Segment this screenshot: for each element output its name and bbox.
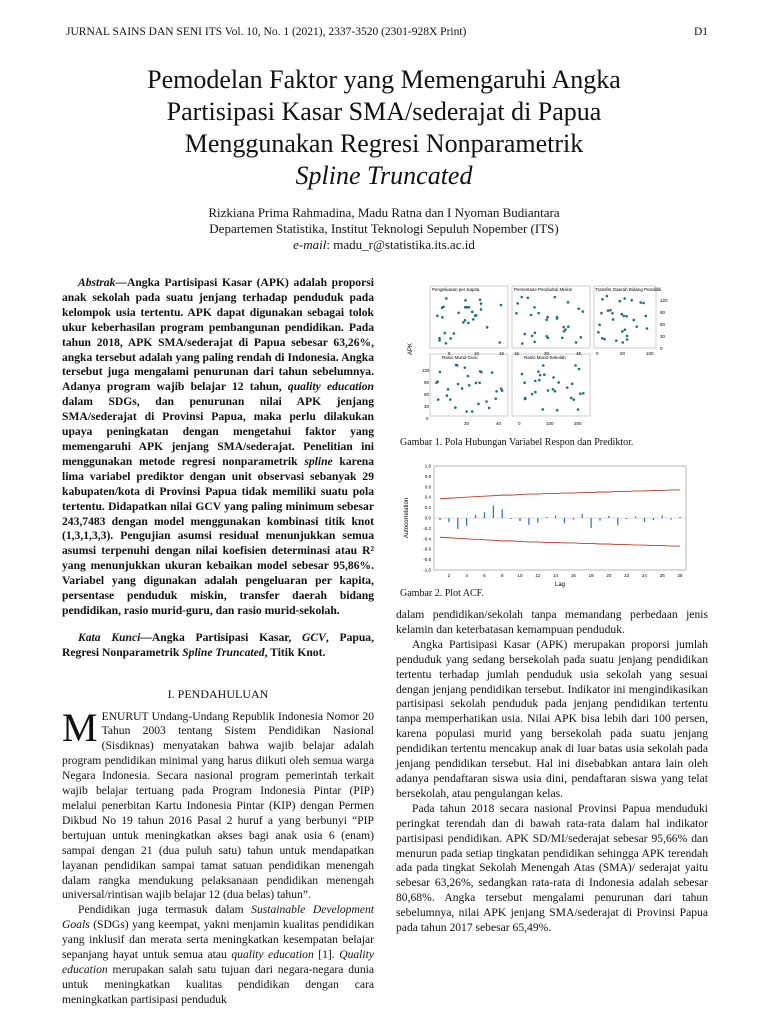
scatter-point <box>552 388 555 391</box>
acf-upper-limit <box>440 490 680 499</box>
scatter-point <box>500 387 503 390</box>
scatter-point <box>453 332 456 335</box>
figure-2-caption: Gambar 2. Plot ACF. <box>400 588 484 599</box>
scatter-point <box>564 328 567 331</box>
scatter-point <box>442 305 445 308</box>
scatter-point <box>457 312 460 315</box>
scatter-point <box>547 337 550 340</box>
scatter-point <box>465 410 468 413</box>
scatter-point <box>478 381 481 384</box>
tick-p2-1: 30 <box>544 351 550 356</box>
author-names: Rizkiana Prima Rahmadina, Madu Ratna dan I Nyoman Budiantara <box>208 205 560 220</box>
scatter-point <box>645 315 648 318</box>
ytick-r-1: 90 <box>660 310 666 315</box>
scatter-point <box>567 301 570 304</box>
scatter-point <box>521 373 524 376</box>
scatter-point <box>624 328 627 331</box>
scatter-point <box>447 388 450 391</box>
scatter-point <box>625 315 628 318</box>
acf-xtick: 8 <box>500 573 504 578</box>
keywords-label: Kata Kunci <box>78 630 141 644</box>
acf-ytick: 0.4 <box>424 494 431 500</box>
scatter-point <box>443 332 446 335</box>
ytick-r-4: 0 <box>660 346 663 351</box>
abstract-italic-2: spline <box>304 454 333 468</box>
author-email <box>40 237 728 253</box>
tick-p1-2: 15 <box>499 351 505 356</box>
tick-p2-2: 45 <box>576 351 582 356</box>
paper-title <box>40 64 728 192</box>
acf-xtick: 10 <box>517 573 523 578</box>
scatter-point <box>570 397 573 400</box>
abstract-italic-1: quality education <box>287 380 374 394</box>
tick-p3-2: 100 <box>646 351 654 356</box>
scatter-point <box>445 297 448 300</box>
acf-xtick: 12 <box>535 573 541 578</box>
keywords <box>62 631 374 661</box>
scatter-point <box>498 341 501 344</box>
scatter-point <box>462 321 465 324</box>
scatter-point <box>578 368 581 371</box>
scatter-point <box>449 337 452 340</box>
tick-p3-1: 50 <box>620 351 626 356</box>
scatter-point <box>541 408 544 411</box>
abstract-text-1: —Angka Partisipasi Kasar (APK) adalah proporsi anak sekolah pada suatu jenjang terhadap penduduk pada kelompok usia tertentu. APK dapat digunakan sebagai tolok ukur keberhasilan program pembangunan pendidikan. Pada tahun 2018, APK SMA/sederajat di Papua sebesar 63,26%, angka tersebut adalah yang paling rendah di Indonesia. Angka tersebut juga mengalami penurunan dari tahun sebelumnya. Adanya program wajib belajar 12 tahun, <box>62 276 374 394</box>
scatter-point <box>545 318 548 321</box>
scatter-point <box>471 311 474 314</box>
scatter-point <box>561 336 564 339</box>
scatter-point <box>552 376 555 379</box>
scatter-point <box>601 337 604 340</box>
acf-xtick: 14 <box>553 573 559 578</box>
abstract <box>62 276 374 619</box>
scatter-point <box>575 341 578 344</box>
scatter-point <box>612 318 615 321</box>
scatter-point <box>472 318 475 321</box>
scatter-point <box>461 387 464 390</box>
title-line-4: Spline Truncated <box>295 161 473 190</box>
scatter-point <box>524 397 527 400</box>
scatter-point <box>531 393 534 396</box>
scatter-point <box>471 410 474 413</box>
title-line-2: Partisipasi Kasar SMA/sederajat di Papua <box>166 97 602 126</box>
author-affiliation: Departemen Statistika, Institut Teknologi Sepuluh Nopember (ITS) <box>209 221 559 236</box>
scatter-point <box>438 337 441 340</box>
scatter-point <box>479 298 482 301</box>
scatter-point <box>475 314 478 317</box>
figure-1-caption: Gambar 1. Pola Hubungan Variabel Respon dan Prediktor. <box>400 437 634 448</box>
scatter-point <box>500 304 503 307</box>
intro-italic-1: Sustainable Development Goals <box>62 903 374 932</box>
scatter-point <box>438 339 441 342</box>
scatter-point <box>537 312 540 315</box>
scatter-point <box>621 341 624 344</box>
abstract-text-2: dalam SDGs, dan penurunan nilai APK jenjang SMA/sederajat di Provinsi Papua, maka perlu dilakukan upaya peningkatan dengan mengetahui faktor yang memengaruhi APK jenjang SMA/sederajat. Penelitian ini menggunakan metode regresi nonparametrik <box>62 395 374 468</box>
acf-xtick: 4 <box>465 573 468 578</box>
intro-paragraph-2 <box>62 903 374 1007</box>
scatter-point <box>618 300 621 303</box>
scatter-point <box>554 296 557 299</box>
scatter-point <box>534 391 537 394</box>
scatter-point <box>527 296 530 299</box>
scatter-point <box>537 370 540 373</box>
scatter-panel-5 <box>512 354 590 416</box>
tick-p1-1: 10 <box>474 351 480 356</box>
acf-ytick: 0.6 <box>424 484 431 490</box>
scatter-point <box>464 299 467 302</box>
ytick-l-4: 0 <box>426 416 429 421</box>
intro-text-2c: [1]. <box>313 948 340 962</box>
scatter-point <box>480 302 483 305</box>
scatter-point <box>538 379 541 382</box>
scatter-point <box>571 382 574 385</box>
scatter-point <box>542 364 545 367</box>
scatter-point <box>495 390 498 393</box>
acf-xlabel: Lag <box>554 582 566 588</box>
left-column <box>62 276 374 1008</box>
scatter-point <box>607 309 610 312</box>
scatter-point <box>600 312 603 315</box>
tick-p2-0: 15 <box>514 351 520 356</box>
scatter-point <box>485 400 488 403</box>
scatter-point <box>580 336 583 339</box>
scatter-point <box>523 333 526 336</box>
scatter-point <box>457 383 460 386</box>
abstract-label: Abstrak <box>78 276 116 289</box>
intro-italic-3: Quality education <box>62 948 374 976</box>
email-label: e-mail <box>293 237 327 252</box>
figure-1-scatter <box>396 280 708 430</box>
scatter-point <box>573 398 576 401</box>
scatter-point <box>606 295 609 298</box>
tick-p5-0: 0 <box>518 421 521 426</box>
scatter-point <box>546 316 549 319</box>
acf-xtick: 6 <box>483 573 486 578</box>
acf-xtick: 22 <box>624 573 630 578</box>
scatter-point <box>531 335 534 338</box>
ytick-r-0: 120 <box>660 298 668 303</box>
scatter-point <box>626 338 629 341</box>
scatter-point <box>437 398 440 401</box>
scatter-point <box>486 326 489 329</box>
scatter-point <box>439 371 442 374</box>
acf-ytick: -0.4 <box>423 536 431 542</box>
scatter-point <box>520 296 523 299</box>
scatter-point <box>543 373 546 376</box>
journal-header: JURNAL SAINS DAN SENI ITS Vol. 10, No. 1 (2021), 2337-3520 (2301-928X Print) <box>66 26 467 38</box>
ytick-l-2: 60 <box>424 392 430 397</box>
acf-ytick: -0.6 <box>423 546 431 552</box>
ytick-l-3: 30 <box>424 404 430 409</box>
running-header <box>66 26 708 38</box>
scatter-point <box>477 403 480 406</box>
scatter-point <box>449 398 452 401</box>
panel-title-2: Persentase Penduduk Miskin <box>514 287 573 292</box>
scatter-point <box>534 331 537 334</box>
ytick-r-2: 60 <box>660 322 666 327</box>
scatter-point <box>609 309 612 312</box>
scatter-point <box>533 341 536 344</box>
scatter-point <box>441 316 444 319</box>
scatter-point <box>626 335 629 338</box>
scatter-point <box>491 371 494 374</box>
keywords-text-1: —Angka Partisipasi Kasar, <box>140 630 302 644</box>
keywords-text-3: , Titik Knot. <box>264 645 326 659</box>
scatter-point <box>556 317 559 320</box>
scatter-point <box>468 384 471 387</box>
acf-xtick: 26 <box>659 573 665 578</box>
scatter-point <box>464 366 467 369</box>
intro-text-2b: (SDGs) yang keempat, yakni menjamin kualitas pendidikan yang inklusif dan merata serta meningkatkan kesempatan belajar sepanjang hayat untuk semua atau <box>62 918 374 962</box>
author-block <box>40 205 728 253</box>
scatter-point <box>534 380 537 383</box>
title-line-3: Menggunakan Regresi Nonparametrik <box>184 129 584 158</box>
acf-ytick: -1.0 <box>423 567 431 573</box>
tick-p4-1: 40 <box>496 421 502 426</box>
scatter-point <box>632 319 635 322</box>
scatter-point <box>445 342 448 345</box>
scatter-point <box>556 409 559 412</box>
scatter-point <box>579 392 582 395</box>
acf-ytick: 0.2 <box>424 505 431 511</box>
scatter-point <box>521 342 524 345</box>
scatter-point <box>567 325 570 328</box>
acf-ytick: 1.0 <box>424 463 431 469</box>
right-paragraph-2: Pada tahun 2018 secara nasional Provinsi Papua menduduki peringkat terendah dan di bawah rata-rata dalam hal indikator partisipasi pendidikan. APK SD/MI/sederajat sebesar 95,66% dan menurun pada setiap tingkatan pendidikan sehingga APK terendah ada pada tingkat Sekolah Menengah Atas (SMA)/ sederajat yaitu sebesar 63,26%, sedangkan rata-rata di Indonesia adalah sebesar 80,68%. Angka tersebut mengalami penurunan dari tahun sebelumnya, nilai APK jenjang SMA/sederajat di Provinsi Papua pada tahun 2017 sebesar 65,49%. <box>396 801 708 935</box>
acf-lower-limit <box>440 537 680 546</box>
keywords-italic-1: GCV <box>302 630 326 644</box>
acf-ylabel: Autocorrelation <box>404 497 410 539</box>
scatter-point <box>577 408 580 411</box>
tick-p5-2: 200 <box>574 421 582 426</box>
ytick-r-3: 30 <box>660 334 666 339</box>
scatter-point <box>466 306 469 309</box>
scatter-point <box>639 301 642 304</box>
right-paragraph-0: dalam pendidikan/sekolah tanpa memandang perbedaan jenis kelamin dan keterbatasan kemampuan penduduk. <box>396 608 708 636</box>
scatter-point <box>488 407 491 410</box>
scatter-point <box>620 313 623 316</box>
scatter-point <box>515 312 518 315</box>
scatter-point <box>435 381 438 384</box>
scatter-point <box>475 382 478 385</box>
acf-xtick: 16 <box>570 573 576 578</box>
fig1-ylabel: APK <box>408 342 414 355</box>
page-number: D1 <box>693 26 708 38</box>
scatter-point <box>467 322 470 325</box>
abstract-text-3: karena lima variabel prediktor dengan unit observasi sebanyak 29 kabupaten/kota di Provinsi Papua tidak memiliki suatu pola tertentu. Didapatkan nilai GCV yang paling minimum sebesar 243,7483 dengan model menggunakan kombinasi titik knot (1,3,1,3,3). Pengujian asumsi residual menunjukkan semua asumsi terpenuhi dengan nilai koefisien determinasi atau R² yang menunjukkan ukuran kebaikan model sebesar 95,86%. Variabel yang digunakan adalah pengeluaran per kapita, persentase penduduk miskin, transfer daerah bidang pendidikan, rasio murid-guru, dan rasio murid-sekolah. <box>62 454 374 617</box>
scatter-point <box>621 330 624 333</box>
intro-text-2d: merupakan salah satu tujuan dari negara-negara dunia untuk meningkatkan kualitas pendidikan dengan cara meningkatkan partisipasi penduduk <box>62 962 374 1006</box>
keywords-text-2: , Papua, Regresi Nonparametrik <box>62 630 374 659</box>
section-heading: I. PENDAHULUAN <box>167 686 269 701</box>
acf-ytick: 0.8 <box>424 473 431 479</box>
title-line-1: Pemodelan Faktor yang Memengaruhi Angka <box>147 65 621 94</box>
tick-p4-0: 20 <box>464 421 470 426</box>
scatter-point <box>635 325 638 328</box>
intro-italic-2: quality education <box>231 948 314 962</box>
ytick-l-1: 90 <box>424 380 430 385</box>
acf-ytick: -0.8 <box>423 557 431 563</box>
intro-paragraph-1 <box>62 704 374 904</box>
scatter-point <box>539 374 542 377</box>
scatter-point <box>623 297 626 300</box>
acf-xtick: 2 <box>447 573 451 578</box>
scatter-point <box>494 397 497 400</box>
acf-xtick: 28 <box>677 573 683 578</box>
scatter-point <box>557 381 560 384</box>
scatter-point <box>623 315 626 318</box>
scatter-point <box>597 331 600 334</box>
scatter-point <box>464 319 467 322</box>
scatter-point <box>598 324 601 327</box>
panel-title-5: Rasio Murid-Sekolah <box>524 355 566 360</box>
scatter-point <box>554 390 557 393</box>
scatter-point <box>642 302 645 305</box>
acf-ytick: -0.2 <box>423 525 431 531</box>
scatter-point <box>630 299 633 302</box>
scatter-panel-2 <box>512 286 590 348</box>
scatter-point <box>533 306 536 309</box>
tick-p5-1: 100 <box>546 421 554 426</box>
acf-ytick: 0.0 <box>424 515 431 521</box>
scatter-point <box>446 394 449 397</box>
panel-title-4: Rasio Murid-Guru <box>442 355 478 360</box>
scatter-point <box>601 298 604 301</box>
right-paragraph-1: Angka Partisipasi Kasar (APK) merupakan proporsi jumlah penduduk yang sedang bersekolah pada suatu jenjang pendidikan tertentu terhadap jumlah penduduk usia sekolah yang sesuai dengan jenjang pendidikan tersebut. Indikator ini mengindikasikan partisipasi sekolah penduduk pada jenjang pendidikan tertentu tanpa memperhatikan usia. Nilai APK bisa lebih dari 100 persen, karena populasi murid yang bersekolah pada suatu jenjang pendidikan tertentu mencakup anak di luar batas usia sekolah pada jenjang pendidikan tersebut. Hal ini disebabkan antara lain oleh adanya pendaftaran siswa usia dini, pendaftaran siswa yang telat bersekolah, atau pengulangan kelas. <box>396 637 708 800</box>
intro-text-2a: Pendidikan juga termasuk dalam <box>78 903 252 917</box>
acf-xtick: 20 <box>606 573 612 578</box>
scatter-point <box>456 364 459 367</box>
figure-2-acf <box>396 460 708 588</box>
scatter-point <box>467 375 470 378</box>
scatter-point <box>582 310 585 313</box>
scatter-point <box>646 327 649 330</box>
scatter-point <box>566 386 569 389</box>
scatter-point <box>530 314 533 317</box>
acf-xtick: 24 <box>641 573 647 578</box>
scatter-point <box>562 326 565 329</box>
ytick-l-0: 120 <box>422 368 430 373</box>
scatter-point <box>547 389 550 392</box>
tick-p1-0: 5 <box>448 351 451 356</box>
scatter-point <box>611 312 614 315</box>
scatter-point <box>574 364 577 367</box>
scatter-point <box>577 307 580 310</box>
panel-title-1: Pengeluaran per Kapita <box>432 287 480 292</box>
email-address: : madu_r@statistika.its.ac.id <box>326 237 475 252</box>
scatter-point <box>523 381 526 384</box>
scatter-point <box>603 338 606 341</box>
panel-title-3: Transfer Daerah Bidang Pendidik <box>595 287 662 292</box>
drop-cap: M <box>62 704 98 750</box>
acf-xtick: 18 <box>588 573 594 578</box>
scatter-point <box>436 314 439 317</box>
right-column <box>396 608 708 936</box>
keywords-italic-2: Spline Truncated <box>182 645 265 659</box>
scatter-point <box>516 302 519 305</box>
scatter-point <box>454 406 457 409</box>
scatter-point <box>480 308 483 311</box>
intro-text-1: ENURUT Undang-Undang Republik Indonesia Nomor 20 Tahun 2003 tentang Sistem Pendidikan Nasional (Sisdiknas) menyatakan bahwa wajib belajar adalah program pendidikan minimal yang harus diikuti oleh semua warga Negara Indonesia. Secara nasional program pemerintah terkait wajib belajar tertuang pada Program Indonesia Pintar (PIP) melalui penerbitan Kartu Indonesia Pintar (KIP) dengan Permen Dikbud No 19 tahun 2016 Pasal 2 huruf a yang berbunyi “PIP bertujuan untuk meningkatkan akses bagi anak usia 6 (enam) sampai dengan 21 (dua puluh satu) tahun untuk mendapatkan layanan pendidikan sampai tamat satuan pendidikan menengah dalam rangka mendukung pelaksanaan pendidikan menengah universal/rintisan wajib belajar 12 (dua belas) tahun”. <box>62 709 374 902</box>
scatter-point <box>615 339 618 342</box>
scatter-point <box>480 371 483 374</box>
scatter-point <box>582 392 585 395</box>
tick-p3-0: 0 <box>596 351 599 356</box>
